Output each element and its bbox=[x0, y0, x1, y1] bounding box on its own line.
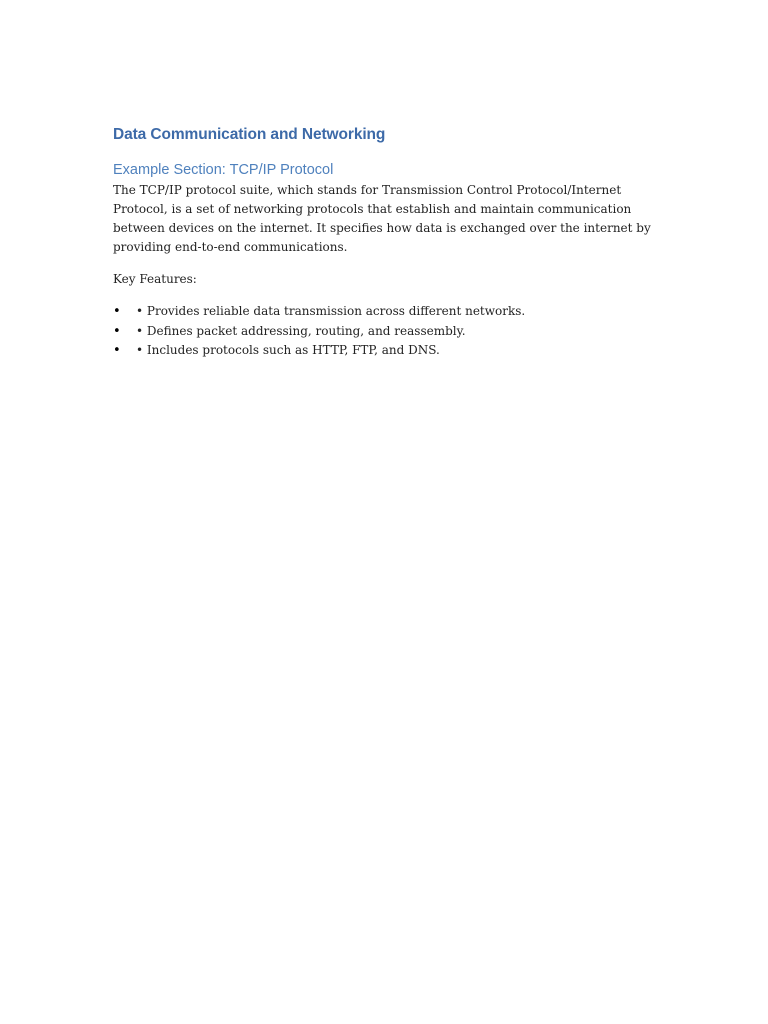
section-paragraph: The TCP/IP protocol suite, which stands for Transmission Control Protocol/Internet Protocol, is a set of networking protocols that establish and maintain communication between devices on the internet. It specifies how data is exchanged over the internet by providing end-to-end communications. bbox=[113, 183, 651, 254]
feature-text: • Defines packet addressing, routing, and reassembly. bbox=[136, 323, 466, 338]
bullet-icon: • bbox=[113, 304, 121, 319]
document-content bbox=[113, 124, 653, 361]
feature-text: • Includes protocols such as HTTP, FTP, and DNS. bbox=[136, 343, 440, 357]
list-item bbox=[113, 341, 653, 361]
feature-list bbox=[113, 302, 653, 361]
document-title: Data Communication and Networking bbox=[113, 126, 386, 143]
list-item bbox=[113, 322, 653, 342]
list-item bbox=[113, 302, 653, 322]
section-heading: Example Section: TCP/IP Protocol bbox=[113, 162, 334, 178]
bullet-icon: • bbox=[113, 343, 121, 358]
key-features-label: Key Features: bbox=[113, 272, 197, 286]
bullet-icon: • bbox=[113, 323, 121, 339]
feature-text: • Provides reliable data transmission across different networks. bbox=[136, 304, 526, 318]
